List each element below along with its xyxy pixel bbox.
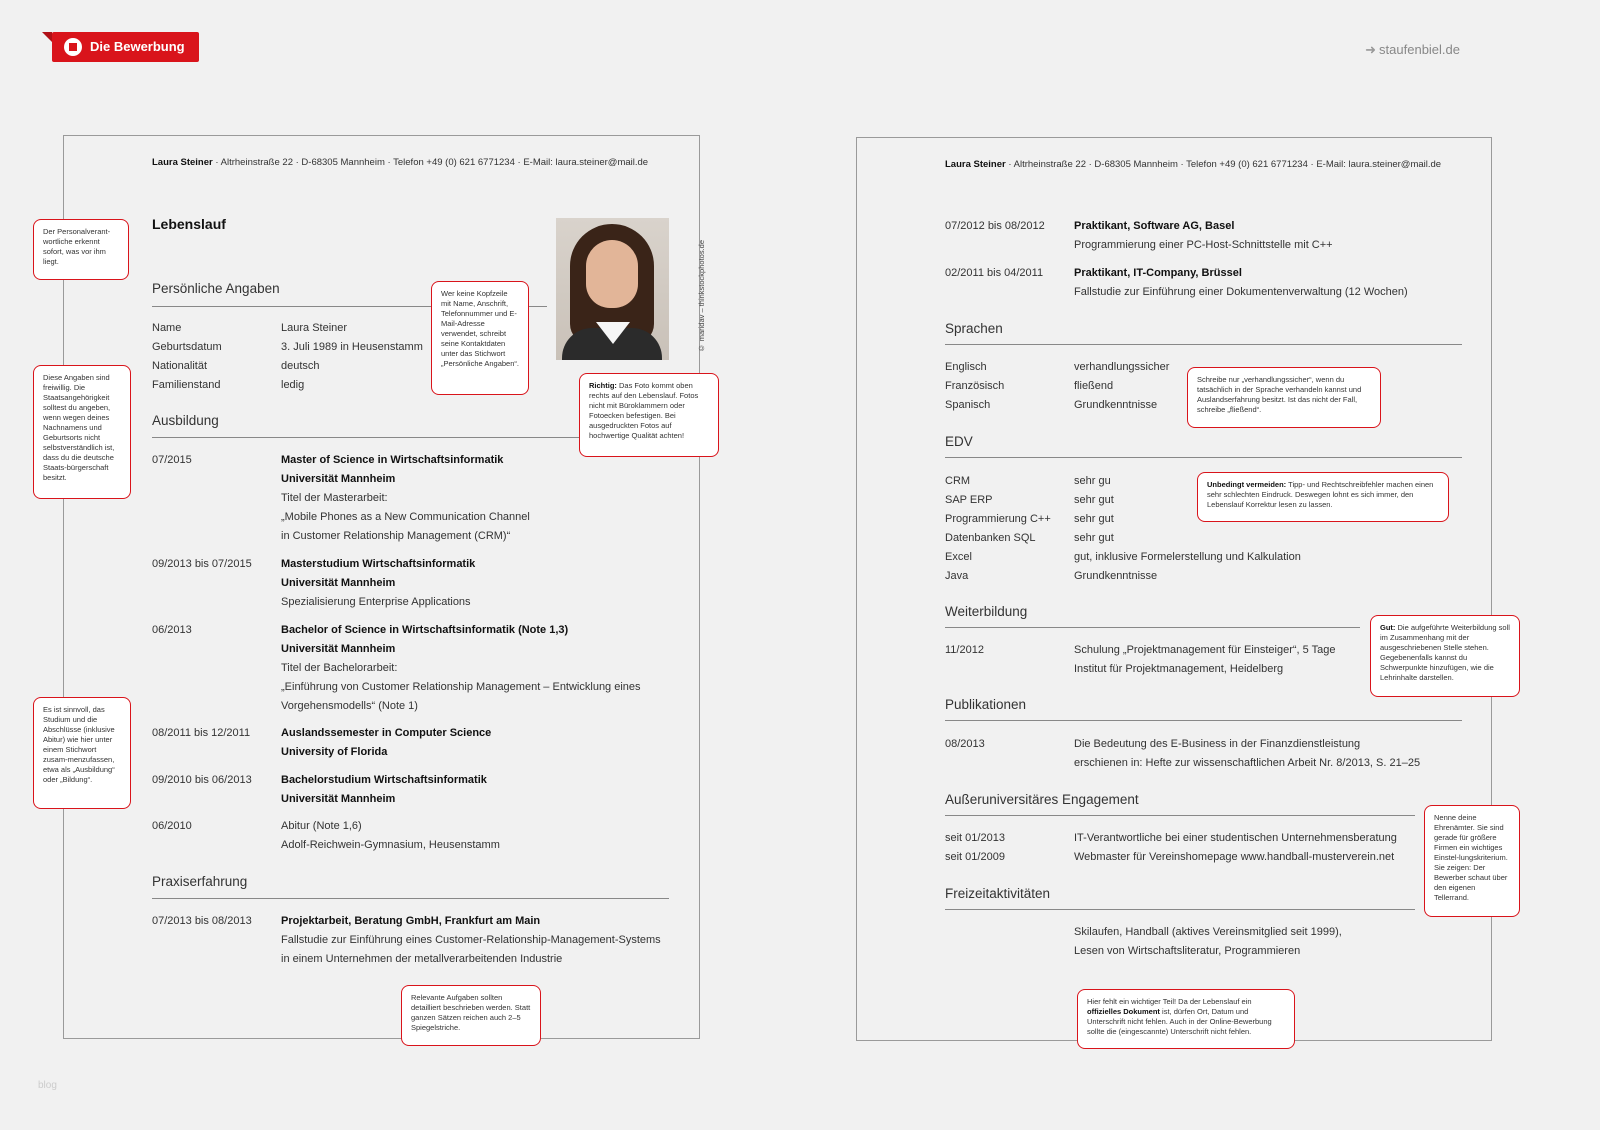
job-entry: Praktikant, IT-Company, Brüssel Fallstudie zur Einführung einer Dokumentenverwaltung (12 Wochen) [1074,267,1408,298]
arrow-right-icon: ➜ [1365,42,1377,57]
header-name: Laura Steiner [152,157,213,168]
training-date: 11/2012 [945,644,984,656]
divider [945,909,1415,910]
edu-entry: Bachelorstudium Wirtschaftsinformatik Universität Mannheim [281,774,487,805]
tip-note: Unbedingt vermeiden: Tipp- und Rechtschreibfehler machen einen sehr schlechten Eindruck. Deswegen lohnt es sich immer, den Lebenslauf Korrektur lesen zu lassen. [1197,472,1449,522]
section-training: Weiterbildung [945,604,1028,619]
tip-note: Hier fehlt ein wichtiger Teil! Da der Lebenslauf ein offizielles Dokument ist, dürfen Ort, Datum und Unterschrift nicht fehlen. Auch in der Online-Bewerbung sollte die (eingescannte) Unterschrift nicht fehlen. [1077,989,1295,1049]
site-label: staufenbiel.de [1379,42,1460,57]
edu-entry: Masterstudium Wirtschaftsinformatik Universität Mannheim Spezialisierung Enterprise Applications [281,558,476,608]
edu-date: 06/2010 [152,820,192,832]
divider [152,898,669,899]
edu-entry: Auslandssemester in Computer Science University of Florida [281,727,492,758]
cv-title: Lebenslauf [152,216,226,232]
edu-date: 07/2015 [152,454,192,466]
publication-entry: Die Bedeutung des E-Business in der Finanzdienstleistung erschienen in: Hefte zur wissenschaftlichen Arbeit Nr. 8/2013, S. 21–25 [1074,738,1421,769]
section-publications: Publikationen [945,697,1027,712]
section-engagement: Außeruniversitäres Engagement [945,792,1139,807]
practice-entry: Projektarbeit, Beratung GmbH, Frankfurt am Main Fallstudie zur Einführung eines Customer-Relationship-Management-Systems in einem Unternehmen der metallverarbeitenden Industrie [281,915,661,965]
page1-header [152,157,648,168]
job-date: 02/2011 bis 04/2011 [945,267,1044,279]
edv-list: CRM sehr gu SAP ERP sehr gut Programmierung C++ sehr gut Datenbanken SQL sehr gut Excel gut, inklusive Formelerstellung und Kalkulation Java Grundkenntnisse [945,475,1301,582]
edu-date: 09/2010 bis 06/2013 [152,774,252,786]
brand-logo-icon [64,38,82,56]
edu-date: 08/2011 bis 12/2011 [152,727,251,739]
header-name: Laura Steiner [945,159,1006,170]
training-entry: Schulung „Projektmanagement für Einsteiger“, 5 Tage Institut für Projektmanagement, Heidelberg [1074,644,1336,675]
publication-date: 08/2013 [945,738,985,750]
section-edv: EDV [945,434,973,449]
job-entry: Praktikant, Software AG, Basel Programmierung einer PC-Host-Schnittstelle mit C++ [1074,220,1333,251]
edu-date: 09/2013 bis 07/2015 [152,558,252,570]
tip-note: Es ist sinnvoll, das Studium und die Abschlüsse (inklusive Abitur) wie hier unter einem Stichwort zusam-menzufassen, etwa als „Ausbildung“ oder „Bildung“. [33,697,131,809]
tip-note: Gut: Die aufgeführte Weiterbildung soll im Zusammenhang mit der ausgeschriebenen Stelle stehen. Gegebenenfalls kannst du Schwerpunkte hinzufügen, wie die Lehrinhalte darstellen. [1370,615,1520,697]
footer-watermark: blog [38,1080,57,1091]
tip-note: Der Personalverant-wortliche erkennt sofort, was vor ihm liegt. [33,219,129,280]
edu-date: 06/2013 [152,624,192,636]
tip-note: Relevante Aufgaben sollten detailliert beschrieben werden. Statt ganzen Sätzen reichen auch 2–5 Spiegelstriche. [401,985,541,1046]
tip-note: Diese Angaben sind freiwillig. Die Staatsangehörigkeit solltest du angeben, wenn wegen deines Nachnamens und Geburtsorts nicht selbstverständlich ist, dass du die deutsche Staats-bürgerschaft besitzt. [33,365,131,499]
divider [945,720,1462,721]
divider [945,457,1462,458]
divider [945,815,1415,816]
section-languages: Sprachen [945,321,1003,336]
tip-note: Schreibe nur „verhandlungssicher“, wenn du tatsächlich in der Sprache verhandeln kannst und Auslandserfahrung besitzt. Ist das nicht der Fall, schreibe „fließend“. [1187,367,1381,428]
brand-badge [52,32,199,62]
section-personal: Persönliche Angaben [152,281,280,296]
applicant-photo [556,218,669,360]
engagement-list: seit 01/2013 IT-Verantwortliche bei einer studentischen Unternehmensberatung seit 01/2009 Webmaster für Vereinshomepage www.handball-musterverein.net [945,832,1397,863]
edu-entry: Abitur (Note 1,6) Adolf-Reichwein-Gymnasium, Heusenstamm [281,820,500,851]
section-education: Ausbildung [152,413,219,428]
page2-header [945,159,1441,170]
divider [945,627,1360,628]
hobbies-entry: Skilaufen, Handball (aktives Vereinsmitglied seit 1999), Lesen von Wirtschaftsliteratur, Programmieren [1074,926,1342,957]
job-date: 07/2012 bis 08/2012 [945,220,1045,232]
photo-credit: © maridav – thinkstockphotos.de [697,240,706,353]
language-list: Englisch verhandlungssicher Französisch fließend Spanisch Grundkenntnisse [945,361,1170,411]
divider [945,344,1462,345]
edu-entry: Bachelor of Science in Wirtschaftsinformatik (Note 1,3) Universität Mannheim Titel der Bachelorarbeit: „Einführung von Customer Relationship Management – Entwicklung eines Vorgehensmodells“ (Note 1) [281,624,641,712]
personal-list: Name Laura Steiner Geburtsdatum 3. Juli 1989 in Heusenstamm Nationalität deutsch Familienstand ledig [152,322,423,391]
section-practice: Praxiserfahrung [152,874,248,889]
practice-date: 07/2013 bis 08/2013 [152,915,252,927]
tip-note: Richtig: Das Foto kommt oben rechts auf den Lebenslauf. Fotos nicht mit Büroklammern oder Fotoecken befestigen. Bei ausgedruckten Fotos auf hochwertige Qualität achten! [579,373,719,457]
header-contact: · Altrheinstraße 22 · D-68305 Mannheim · Telefon +49 (0) 621 6771234 · E-Mail: laura.steiner@mail.de [1005,159,1442,170]
tip-note: Wer keine Kopfzeile mit Name, Anschrift, Telefonnummer und E-Mail-Adresse verwendet, schreibt seine Kontaktdaten unter das Stichwort „Persönliche Angaben“. [431,281,529,395]
badge-label: Die Bewerbung [90,39,185,54]
site-link[interactable] [1365,42,1460,58]
divider [152,437,580,438]
edu-entry: Master of Science in Wirtschaftsinformatik Universität Mannheim Titel der Masterarbeit: „Mobile Phones as a New Communication Channel in Customer Relationship Management (CRM)“ [281,454,530,542]
tip-note: Nenne deine Ehrenämter. Sie sind gerade für größere Firmen ein wichtiges Einstel-lungskriterium. Sie zeigen: Der Bewerber schaut über den eigenen Tellerrand. [1424,805,1520,917]
section-hobbies: Freizeitaktivitäten [945,886,1051,901]
header-contact: · Altrheinstraße 22 · D-68305 Mannheim · Telefon +49 (0) 621 6771234 · E-Mail: laura.steiner@mail.de [212,157,649,168]
